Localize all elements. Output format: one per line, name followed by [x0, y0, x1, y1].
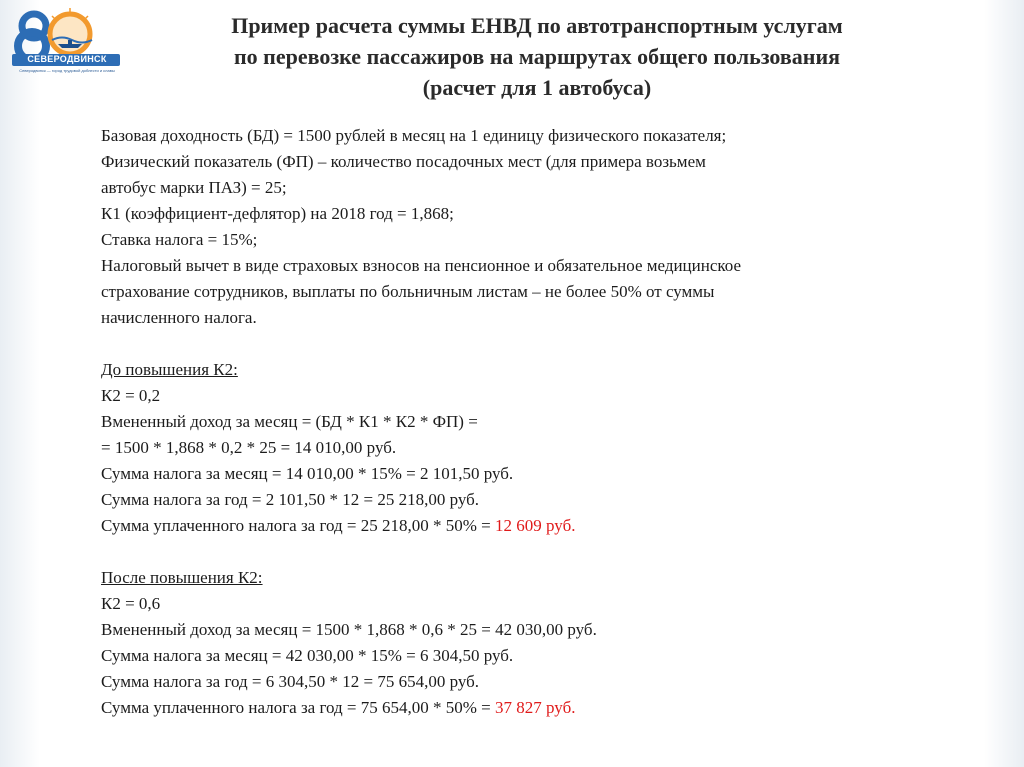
before-k2-line: Сумма налога за месяц = 14 010,00 * 15% = 2 101,50 руб.: [101, 464, 514, 483]
after-k2-block: [101, 565, 981, 721]
logo-city-name: СЕВЕРОДВИНСК: [27, 54, 107, 64]
intro-line: автобус марки ПАЗ) = 25;: [101, 178, 287, 197]
after-k2-line: Сумма налога за год = 6 304,50 * 12 = 75 654,00 руб.: [101, 672, 480, 691]
logo-caption: Северодвинск — город трудовой доблести и славы: [19, 68, 115, 73]
title-line-2: по перевозке пассажиров на маршрутах общего пользования: [233, 44, 841, 69]
spacer: [101, 539, 981, 565]
before-k2-heading: До повышения К2:: [101, 360, 238, 379]
after-k2-total-value: 37 827 руб.: [495, 698, 576, 717]
after-k2-total-label: Сумма уплаченного налога за год = 75 654,00 * 50% =: [101, 698, 496, 717]
intro-line: Физический показатель (ФП) – количество посадочных мест (для примера возьмем: [101, 152, 706, 171]
severodvinsk-logo: [8, 4, 126, 78]
after-k2-line: Сумма налога за месяц = 42 030,00 * 15% = 6 304,50 руб.: [101, 646, 514, 665]
intro-line: Базовая доходность (БД) = 1500 рублей в месяц на 1 единицу физического показателя;: [101, 126, 727, 145]
before-k2-total-value: 12 609 руб.: [495, 516, 576, 535]
before-k2-total-label: Сумма уплаченного налога за год = 25 218,00 * 50% =: [101, 516, 496, 535]
spacer: [101, 331, 981, 357]
after-k2-line: К2 = 0,6: [101, 594, 161, 613]
after-k2-line: Вмененный доход за месяц = 1500 * 1,868 * 0,6 * 25 = 42 030,00 руб.: [101, 620, 597, 639]
before-k2-line: К2 = 0,2: [101, 386, 161, 405]
before-k2-line: = 1500 * 1,868 * 0,2 * 25 = 14 010,00 руб.: [101, 438, 397, 457]
slide-title: [132, 10, 942, 103]
after-k2-total: [101, 695, 981, 721]
calculation-body: [101, 123, 981, 721]
logo-graphic: [8, 4, 126, 78]
intro-line: страхование сотрудников, выплаты по больничным листам – не более 50% от суммы: [101, 282, 715, 301]
after-k2-heading: После повышения К2:: [101, 568, 263, 587]
title-line-1: Пример расчета суммы ЕНВД по автотранспортным услугам: [231, 13, 843, 38]
intro-line: Налоговый вычет в виде страховых взносов на пенсионное и обязательное медицинское: [101, 256, 742, 275]
before-k2-line: Сумма налога за год = 2 101,50 * 12 = 25 218,00 руб.: [101, 490, 480, 509]
before-k2-line: Вмененный доход за месяц = (БД * К1 * К2 * ФП) =: [101, 412, 478, 431]
before-k2-block: [101, 357, 981, 539]
before-k2-total: [101, 513, 981, 539]
intro-line: К1 (коэффициент-дефлятор) на 2018 год = 1,868;: [101, 204, 454, 223]
intro-line: начисленного налога.: [101, 308, 257, 327]
title-line-3: (расчет для 1 автобуса): [422, 75, 652, 100]
intro-line: Ставка налога = 15%;: [101, 230, 258, 249]
intro-block: [101, 123, 981, 331]
